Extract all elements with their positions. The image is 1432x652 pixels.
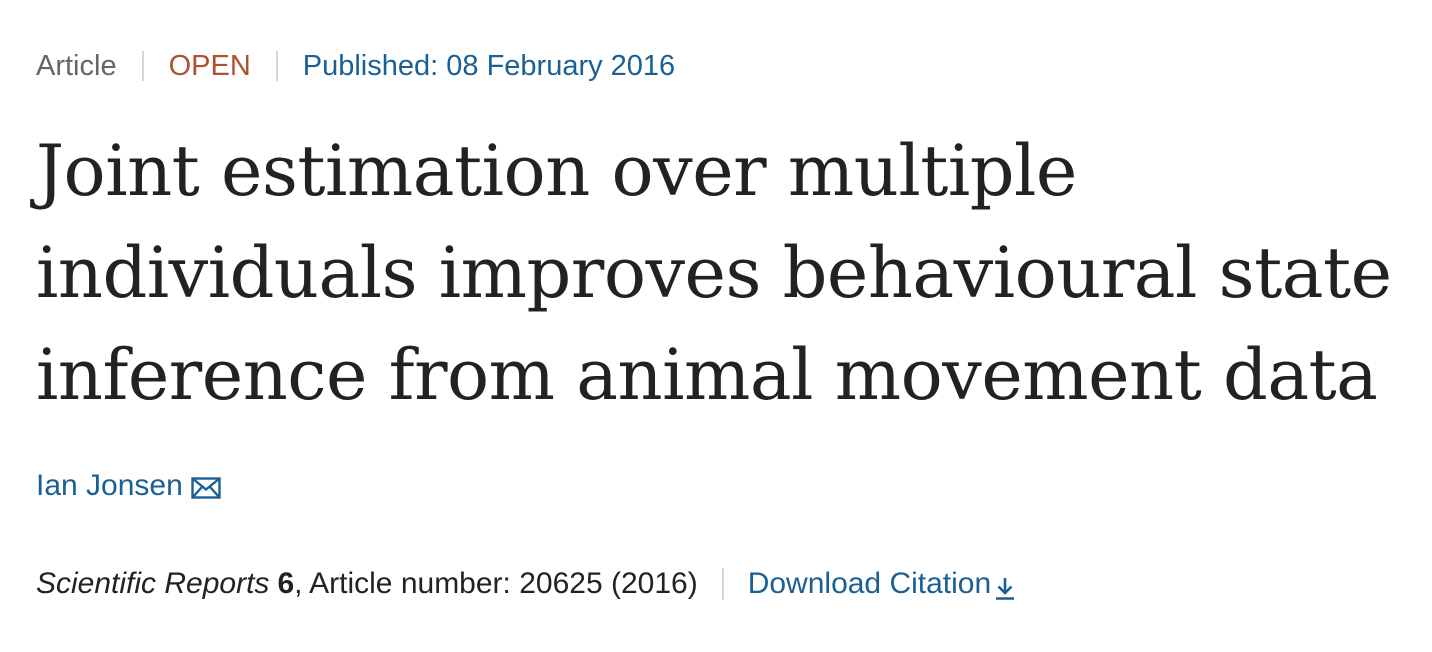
author-link[interactable]: Ian Jonsen <box>36 469 183 502</box>
published-date: Published: 08 February 2016 <box>302 50 676 82</box>
download-citation-link[interactable] <box>748 562 1015 606</box>
download-citation-label: Download Citation <box>747 567 992 600</box>
article-title <box>36 120 1392 426</box>
journal-name: Scientific Reports <box>36 567 270 600</box>
article-number: , Article number: 20625 (2016) <box>294 567 698 600</box>
article-title-line: Joint estimation over multiple <box>36 130 1077 212</box>
meta-separator <box>276 51 278 81</box>
article-meta-row <box>36 46 675 86</box>
meta-separator <box>142 51 144 81</box>
article-title-line: inference from animal movement data <box>36 334 1378 416</box>
article-title-line: individuals improves behavioural state <box>36 232 1392 314</box>
author-list <box>36 464 221 508</box>
citation-row <box>36 562 1015 606</box>
article-type-label: Article <box>36 50 117 82</box>
open-access-badge: OPEN <box>168 50 251 82</box>
article-header <box>36 0 1392 652</box>
download-arrow-icon <box>995 571 1015 597</box>
citation-separator <box>722 568 724 600</box>
journal-volume: 6 <box>277 567 295 600</box>
mail-icon[interactable] <box>191 468 221 490</box>
